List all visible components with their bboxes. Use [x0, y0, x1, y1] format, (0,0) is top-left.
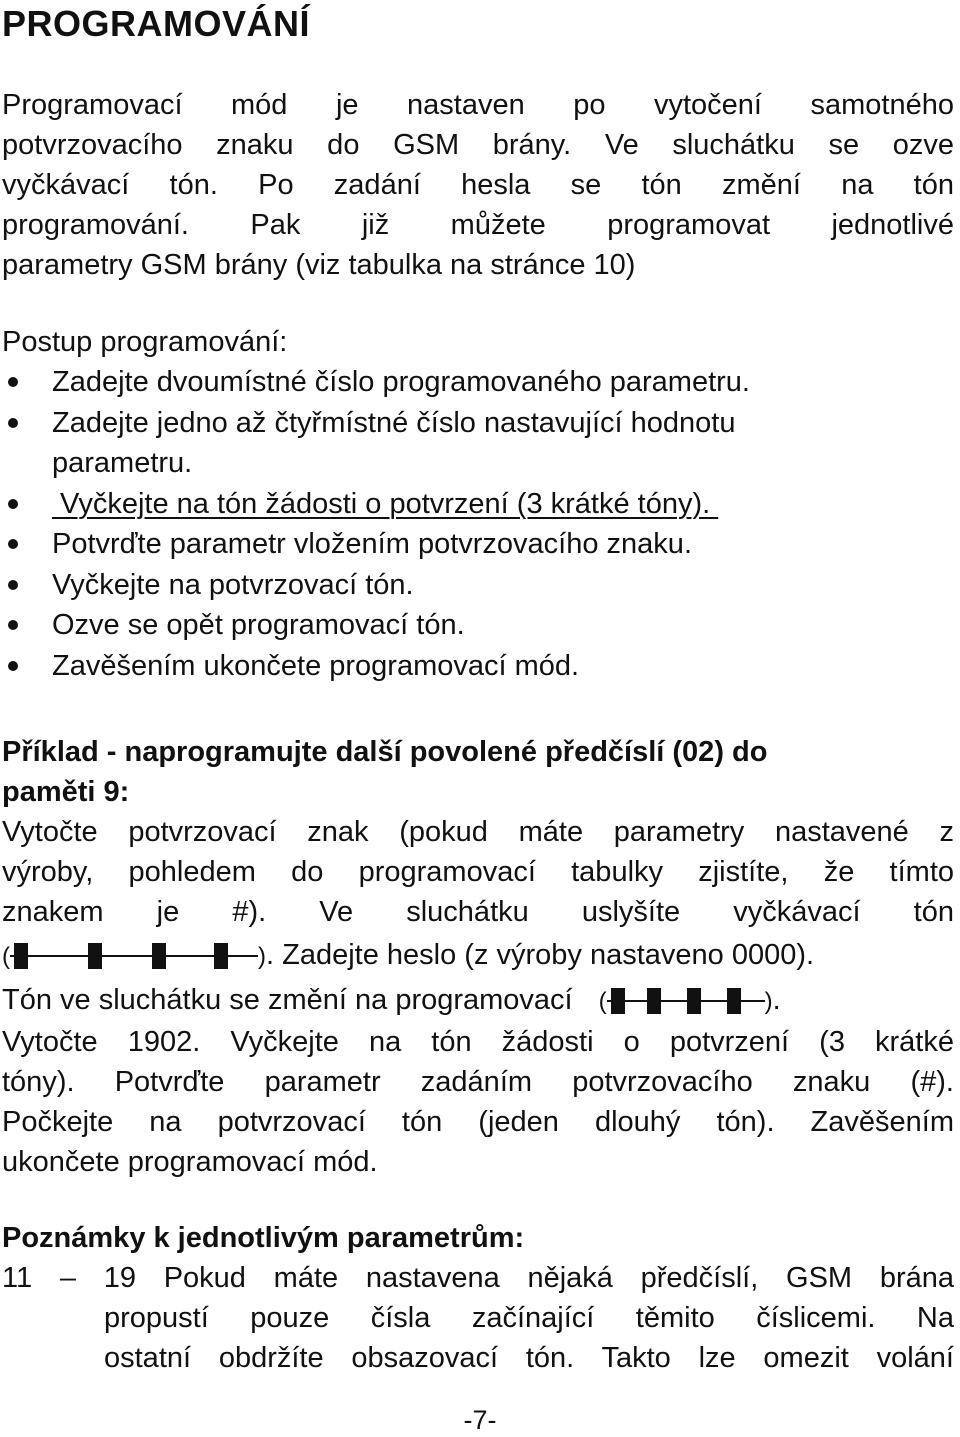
- programming-tone-icon: [607, 988, 765, 1014]
- list-item: [0, 484, 950, 525]
- bullet-icon: [8, 377, 18, 387]
- example-line-text: . Zadejte heslo (z výroby nastaveno 0000).: [266, 939, 815, 971]
- intro-paragraph: [2, 85, 954, 285]
- list-item: [0, 646, 950, 687]
- list-item: [0, 605, 950, 646]
- example-line: Vytočte potvrzovací znak (pokud máte parametry nastavené z: [2, 816, 954, 848]
- close-paren: ): [258, 943, 266, 970]
- example-line: tóny). Potvrďte parametr zadáním potvrzovacího znaku (#).: [2, 1066, 954, 1098]
- bullet-icon: [8, 418, 18, 428]
- note-line: propustí pouze čísla začínající těmito číslicemi. Na: [104, 1302, 954, 1334]
- intro-line: programování. Pak již můžete programovat jednotlivé: [2, 209, 954, 241]
- intro-line: vyčkávací tón. Po zadání hesla se tón změní na tón: [2, 169, 954, 201]
- waiting-tone-icon: [10, 943, 258, 969]
- list-item: [0, 362, 950, 403]
- example-heading: [2, 732, 767, 812]
- close-paren: ): [764, 988, 773, 1015]
- example-line: ukončete programovací mód.: [2, 1146, 378, 1178]
- bullet-icon: [8, 661, 18, 671]
- intro-line: parametry GSM brány (viz tabulka na stránce 10): [2, 249, 636, 281]
- open-paren: (: [598, 988, 607, 1015]
- open-paren: (: [2, 943, 10, 970]
- steps-list: [0, 362, 950, 686]
- example-heading-line: Příklad - naprogramujte další povolené předčíslí (02) do: [2, 736, 768, 768]
- step-text: Vyčkejte na potvrzovací tón.: [52, 568, 414, 601]
- notes-paragraph: [2, 1258, 954, 1378]
- notes-heading: Poznámky k jednotlivým parametrům:: [2, 1222, 525, 1254]
- steps-label: Postup programování:: [2, 326, 288, 358]
- list-item-continuation: [0, 443, 950, 484]
- note-line: ostatní obdržíte obsazovací tón. Takto lze omezit volání: [104, 1342, 954, 1374]
- example-line: [2, 932, 954, 978]
- list-item: [0, 565, 950, 606]
- example-line: znakem je #). Ve sluchátku uslyšíte vyčkávací tón: [2, 896, 954, 928]
- example-line-text: Tón ve sluchátku se změní na programovací: [2, 984, 573, 1016]
- bullet-icon: [8, 580, 18, 590]
- example-line: [2, 978, 954, 1022]
- intro-line: potvrzovacího znaku do GSM brány. Ve sluchátku se ozve: [2, 129, 954, 161]
- list-item: [0, 524, 950, 565]
- example-heading-line: paměti 9:: [2, 776, 130, 808]
- page-number: -7-: [463, 1405, 497, 1435]
- example-line: Počkejte na potvrzovací tón (jeden dlouhý tón). Zavěšením: [2, 1106, 954, 1138]
- step-text: Zavěšením ukončete programovací mód.: [52, 649, 580, 682]
- bullet-icon: [8, 539, 18, 549]
- step-text: Potvrďte parametr vložením potvrzovacího znaku.: [52, 528, 692, 560]
- list-item: [0, 403, 950, 444]
- step-text: Ozve se opět programovací tón.: [52, 609, 465, 641]
- step-text: Zadejte jedno až čtyřmístné číslo nastavující hodnotu: [52, 406, 736, 439]
- bullet-icon: [8, 499, 18, 509]
- step-text: parametru.: [52, 447, 193, 479]
- intro-line: Programovací mód je nastaven po vytočení samotného: [2, 89, 954, 121]
- bullet-icon: [8, 620, 18, 630]
- example-line: Vytočte 1902. Vyčkejte na tón žádosti o potvrzení (3 krátké: [2, 1026, 954, 1058]
- example-paragraph: [2, 812, 954, 1182]
- note-line: 11 – 19 Pokud máte nastavena nějaká předčíslí, GSM brána: [2, 1262, 954, 1294]
- example-line-text: .: [772, 984, 781, 1016]
- step-text: Vyčkejte na tón žádosti o potvrzení (3 krátké tóny).: [52, 487, 719, 520]
- example-line: výroby, pohledem do programovací tabulky zjistíte, že tímto: [2, 856, 954, 888]
- step-text: Zadejte dvoumístné číslo programovaného parametru.: [52, 366, 750, 398]
- page-title: PROGRAMOVÁNÍ: [2, 3, 311, 44]
